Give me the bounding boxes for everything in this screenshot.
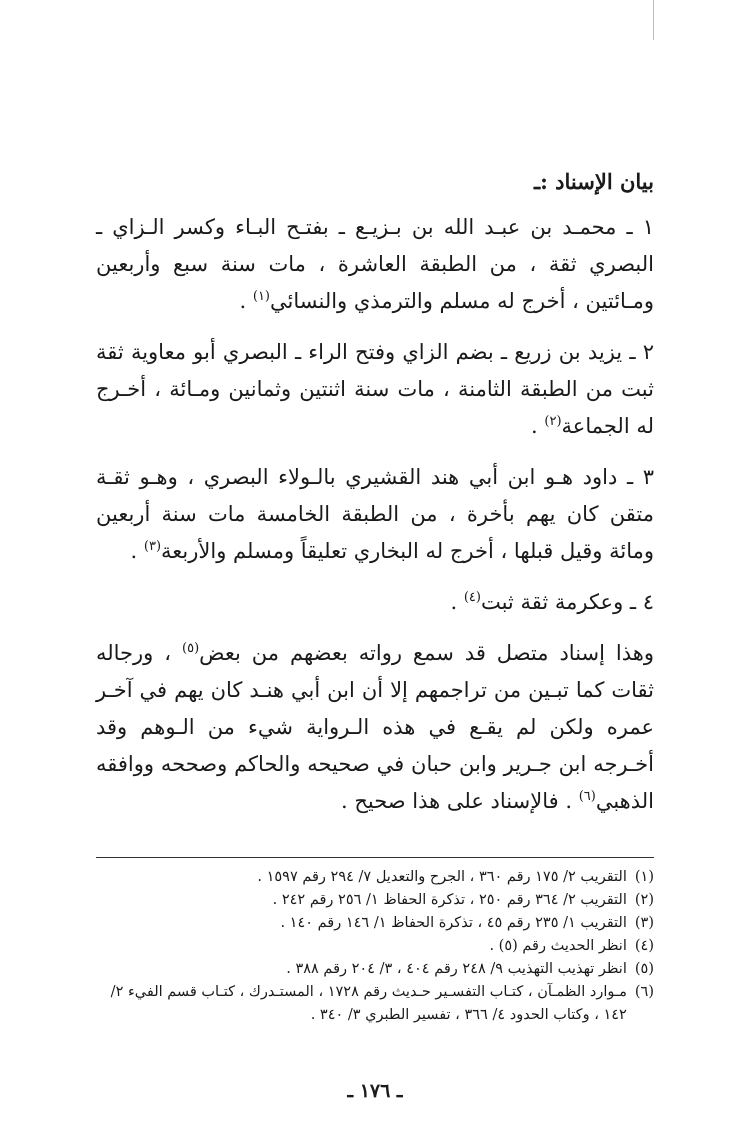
paragraph-text: ٣ ـ داود هـو ابن أبي هند القشيري بالـولاء البصري ، وهـو ثقـة متقن كان يهم بأخرة ، من الطبقة الخامسة مات سنة أربعين ومائة وقيل قبلها ، أخرج له البخاري تعليقاً ومسلم والأربعة <box>96 465 654 563</box>
paragraph-text: ٤ ـ وعكرمة ثقة ثبت <box>480 590 654 614</box>
conclusion-paragraph <box>96 635 654 820</box>
footnotes-section <box>96 857 654 1027</box>
footnote-number: (١) <box>634 869 654 885</box>
footnote-number: (٣) <box>634 915 654 931</box>
paragraph-end: . <box>450 590 464 614</box>
footnote-2 <box>96 889 654 912</box>
footnote-ref[interactable]: (٤) <box>463 590 481 605</box>
footnote-number: (٥) <box>634 961 654 977</box>
narrator-3-paragraph <box>96 459 654 570</box>
paragraph-text: ٢ ـ يزيد بن زريع ـ بضم الزاي وفتح الراء ـ البصري أبو معاوية ثقة ثبت من الطبقة الثامنة ، مات سنة اثنتين وثمانين ومـائة ، أخـرج له الجماعة <box>96 340 654 438</box>
footnote-text: انظر الحديث رقم (٥) . <box>489 938 627 954</box>
paragraph-text: ١ ـ محمـد بن عبـد الله بن بـزيـع ـ بفتـح البـاء وكسر الـزاي ـ البصري ثقة ، من الطبقة العاشرة ، مات سنة سبع وأربعين ومـائتين ، أخرج له مسلم والترمذي والنسائي <box>96 215 654 313</box>
paragraph-end: . فالإسناد على هذا صحيح . <box>340 789 579 813</box>
footnote-text: التقريب ١/ ٢٣٥ رقم ٤٥ ، تذكرة الحفاظ ١/ ١٤٦ رقم ١٤٠ . <box>280 915 627 931</box>
footnote-5 <box>96 958 654 981</box>
footnote-number: (٢) <box>634 892 654 908</box>
narrator-2-paragraph <box>96 334 654 445</box>
paragraph-end: . <box>130 539 144 563</box>
footnote-number: (٦) <box>634 984 654 1000</box>
footnote-ref[interactable]: (٥) <box>182 641 200 656</box>
footnote-3 <box>96 912 654 935</box>
footnote-4 <box>96 935 654 958</box>
narrator-4-paragraph <box>96 584 654 621</box>
footnote-text: مـوارد الظمـآن ، كتـاب التفسـير حـديث رقم ١٧٢٨ ، المستـدرك ، كتـاب قسم الفيء ٢/ ١٤٢ ، وكتاب الحدود ٤/ ٣٦٦ ، تفسير الطبري ٣/ ٣٤٠ . <box>110 984 627 1023</box>
footnote-6 <box>96 981 654 1027</box>
paragraph-end: . <box>531 414 545 438</box>
main-text <box>96 165 654 834</box>
page-edge-mark <box>649 0 654 40</box>
footnote-1 <box>96 866 654 889</box>
narrator-1-paragraph <box>96 209 654 320</box>
page-number: ـ ١٧٦ ـ <box>347 1080 403 1102</box>
paragraph-text: وهذا إسناد متصل قد سمع رواته بعضهم من بعض <box>199 641 654 665</box>
footnote-text: انظر تهذيب التهذيب ٩/ ٢٤٨ رقم ٤٠٤ ، ٣/ ٢٠٤ رقم ٣٨٨ . <box>286 961 627 977</box>
footnote-text: التقريب ٢/ ٣٦٤ رقم ٢٥٠ ، تذكرة الحفاظ ١/ ٢٥٦ رقم ٢٤٢ . <box>272 892 627 908</box>
paragraph-end: . <box>239 289 253 313</box>
footnote-text: التقريب ٢/ ١٧٥ رقم ٣٦٠ ، الجرح والتعديل ٧/ ٢٩٤ رقم ١٥٩٧ . <box>257 869 627 885</box>
footnote-ref[interactable]: (١) <box>252 289 270 304</box>
footnote-ref[interactable]: (٣) <box>143 539 162 554</box>
footnote-ref[interactable]: (٦) <box>578 789 596 804</box>
section-heading: بيان الإسناد :ـ <box>533 169 654 194</box>
paragraph-text-continued: ، ورجاله ثقات كما تبـين من تراجمهم إلا أن ابن أبي هنـد كان يهم في آخـر عمره ولكن لم يقـع في هذه الـرواية شيء من الـوهم وقد أخـرجه ابن جـرير وابن حبان في صحيحه والحاكم وصححه ووافقه الذهبي <box>96 641 654 813</box>
footnote-number: (٤) <box>634 938 654 954</box>
footnote-ref[interactable]: (٢) <box>544 414 562 429</box>
